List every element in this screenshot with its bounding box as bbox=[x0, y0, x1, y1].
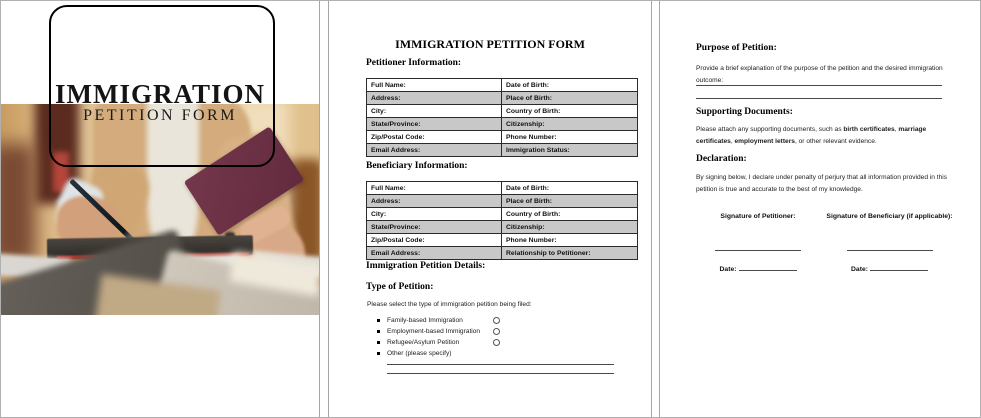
background-left-dark bbox=[1, 144, 35, 264]
table-row bbox=[367, 131, 638, 144]
declaration-heading: Declaration: bbox=[696, 154, 747, 164]
bullet-icon bbox=[377, 352, 380, 355]
table-row bbox=[367, 118, 638, 131]
field-cell[interactable]: Citizenship: bbox=[502, 118, 638, 131]
field-cell[interactable]: State/Province: bbox=[367, 118, 502, 131]
field-cell[interactable]: Email Address: bbox=[367, 247, 502, 260]
beneficiary-signature-line[interactable] bbox=[847, 249, 933, 251]
petitioner-date-line[interactable] bbox=[739, 269, 797, 271]
purpose-instruction: Provide a brief explanation of the purpose of the petition and the desired immigration outcome: bbox=[696, 65, 943, 84]
field-cell[interactable]: Place of Birth: bbox=[502, 195, 638, 208]
other-specify-line[interactable] bbox=[387, 372, 614, 374]
option-other bbox=[387, 350, 452, 361]
petitioner-signature-label: Signature of Petitioner: bbox=[720, 213, 796, 220]
radio-button-icon[interactable] bbox=[493, 328, 500, 335]
option-label: Refugee/Asylum Petition bbox=[387, 339, 460, 346]
option-label: Employment-based Immigration bbox=[387, 328, 481, 335]
field-cell[interactable]: State/Province: bbox=[367, 221, 502, 234]
option-label: Family-based Immigration bbox=[387, 317, 463, 324]
field-cell[interactable]: Relationship to Petitioner: bbox=[502, 247, 638, 260]
beneficiary-table bbox=[366, 181, 638, 260]
form-title: IMMIGRATION PETITION FORM bbox=[395, 37, 585, 51]
purpose-line[interactable] bbox=[696, 97, 942, 99]
form-page bbox=[328, 1, 652, 417]
declaration-text: By signing below, I declare under penalty of perjury that all information provided in this petition is true and accurate to the best of my knowledge. bbox=[696, 174, 948, 193]
table-row bbox=[367, 105, 638, 118]
petitioner-date: Date: bbox=[693, 266, 823, 273]
details-heading: Immigration Petition Details: bbox=[366, 261, 486, 271]
field-cell[interactable]: Citizenship: bbox=[502, 221, 638, 234]
field-cell[interactable]: Zip/Postal Code: bbox=[367, 131, 502, 144]
option-refugee-asylum bbox=[387, 339, 459, 350]
field-cell[interactable]: Date of Birth: bbox=[502, 79, 638, 92]
field-cell[interactable]: Address: bbox=[367, 92, 502, 105]
field-cell[interactable]: Date of Birth: bbox=[502, 182, 638, 195]
field-cell[interactable]: City: bbox=[367, 105, 502, 118]
beneficiary-signature-block bbox=[822, 213, 957, 273]
radio-button-icon[interactable] bbox=[493, 339, 500, 346]
table-row bbox=[367, 182, 638, 195]
type-instruction: Please select the type of immigration petition being filed: bbox=[367, 301, 532, 308]
field-cell[interactable]: Phone Number: bbox=[502, 234, 638, 247]
field-cell[interactable]: Phone Number: bbox=[502, 131, 638, 144]
petitioner-signature-block bbox=[693, 213, 823, 273]
supporting-documents-text: Please attach any supporting documents, such as birth certificates, marriage certificates, employment letters, or other relevant evidence. bbox=[696, 126, 927, 145]
field-cell[interactable]: Address: bbox=[367, 195, 502, 208]
cover-page bbox=[1, 1, 320, 417]
table-row bbox=[367, 234, 638, 247]
purpose-heading: Purpose of Petition: bbox=[696, 43, 777, 53]
petitioner-signature-line[interactable] bbox=[715, 249, 801, 251]
table-row bbox=[367, 247, 638, 260]
other-specify-line[interactable] bbox=[387, 363, 614, 365]
field-cell[interactable]: Place of Birth: bbox=[502, 92, 638, 105]
bullet-icon bbox=[377, 330, 380, 333]
petitioner-table bbox=[366, 78, 638, 157]
bullet-icon bbox=[377, 319, 380, 322]
field-cell[interactable]: Full Name: bbox=[367, 182, 502, 195]
option-employment-based bbox=[387, 328, 480, 339]
option-label: Other (please specify) bbox=[387, 350, 452, 357]
field-cell[interactable]: Zip/Postal Code: bbox=[367, 234, 502, 247]
beneficiary-heading: Beneficiary Information: bbox=[366, 161, 468, 171]
cover-title-line1: IMMIGRATION bbox=[55, 79, 265, 109]
beneficiary-date-line[interactable] bbox=[870, 269, 928, 271]
table-row bbox=[367, 221, 638, 234]
field-cell[interactable]: Country of Birth: bbox=[502, 105, 638, 118]
cover-title-line2: PETITION FORM bbox=[83, 107, 237, 124]
purpose-line[interactable] bbox=[696, 84, 942, 86]
field-cell[interactable]: Immigration Status: bbox=[502, 144, 638, 157]
beneficiary-signature-label: Signature of Beneficiary (if applicable): bbox=[826, 213, 953, 220]
field-cell[interactable]: City: bbox=[367, 208, 502, 221]
petitioner-heading: Petitioner Information: bbox=[366, 58, 462, 68]
field-cell[interactable]: Country of Birth: bbox=[502, 208, 638, 221]
type-of-petition-heading: Type of Petition: bbox=[366, 282, 434, 292]
radio-button-icon[interactable] bbox=[493, 317, 500, 324]
table-row bbox=[367, 144, 638, 157]
declaration-page bbox=[659, 1, 981, 417]
field-cell[interactable]: Full Name: bbox=[367, 79, 502, 92]
table-row bbox=[367, 79, 638, 92]
beneficiary-date: Date: bbox=[822, 266, 957, 273]
table-row bbox=[367, 208, 638, 221]
option-family-based bbox=[387, 317, 463, 328]
field-cell[interactable]: Email Address: bbox=[367, 144, 502, 157]
bullet-icon bbox=[377, 341, 380, 344]
table-row bbox=[367, 195, 638, 208]
supporting-documents-heading: Supporting Documents: bbox=[696, 107, 793, 117]
table-row bbox=[367, 92, 638, 105]
